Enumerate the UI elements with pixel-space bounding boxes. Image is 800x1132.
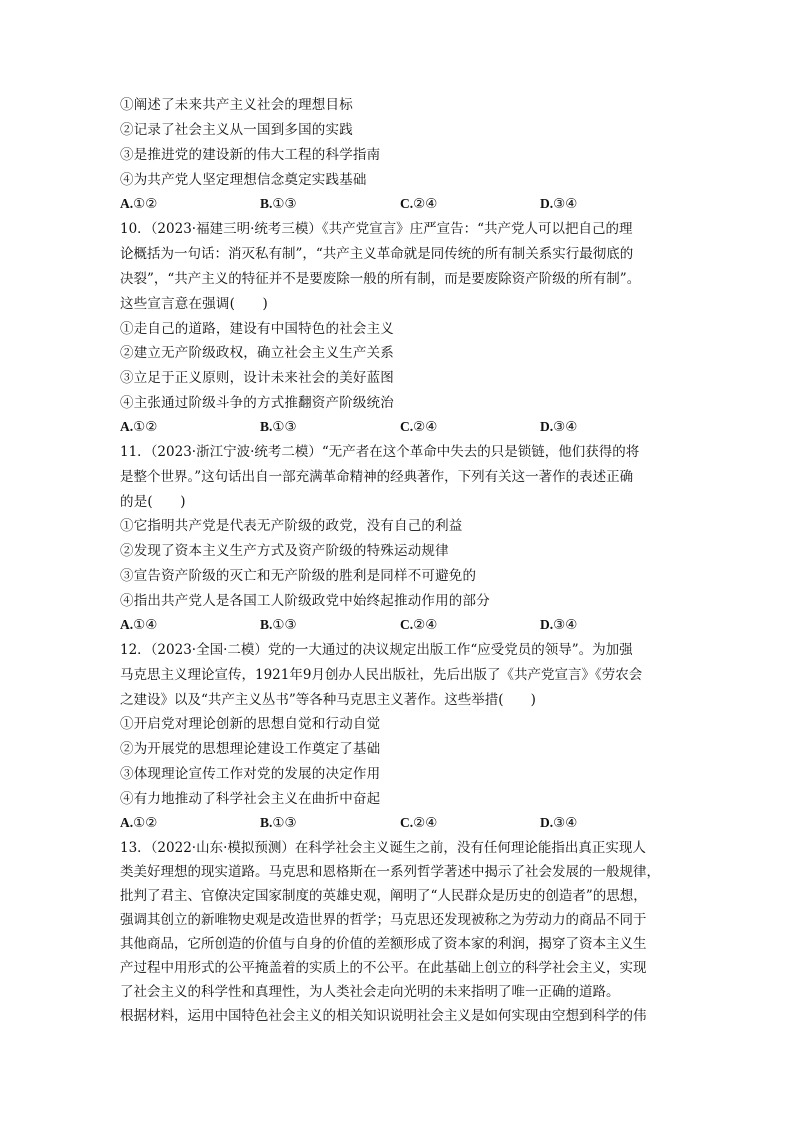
q13-stem-line-1: 13．（2022·山东·模拟预测）在科学社会主义诞生之前，没有任何理论能指出真正实现人 xyxy=(120,840,646,856)
q10-item-3: ③立足于正义原则，设计未来社会的美好蓝图 xyxy=(120,370,394,386)
q10-stem-line-2: 论概括为一句话：消灭私有制”，“共产主义革命就是同传统的所有制关系实行最彻底的 xyxy=(120,246,634,262)
q11-option-d: D.③④ xyxy=(540,617,578,633)
q10-option-a: A.①② xyxy=(120,419,158,435)
q12-stem-line-3: 之建设》以及“共产主义丛书”等各种马克思主义著作。这些举措( ) xyxy=(120,692,536,708)
q10-options xyxy=(120,417,680,437)
q12-item-4: ④有力地推动了科学社会主义在曲折中奋起 xyxy=(120,791,381,807)
q11-options xyxy=(120,615,680,635)
q11-item-1: ①它指明共产党是代表无产阶级的政党，没有自己的利益 xyxy=(120,518,463,534)
q13-stem-line-3: 批判了君主、官僚决定国家制度的英雄史观，阐明了“人民群众是历史的创造者”的思想， xyxy=(120,888,647,904)
q9-option-b: B.①③ xyxy=(260,196,297,212)
q12-item-3: ③体现理论宣传工作对党的发展的决定作用 xyxy=(120,766,381,782)
q10-item-2: ②建立无产阶级政权，确立社会主义生产关系 xyxy=(120,345,394,361)
q10-stem-line-4: 这些宣言意在强调( ) xyxy=(120,296,268,312)
q11-option-c: C.②④ xyxy=(400,617,438,633)
q11-option-a: A.①④ xyxy=(120,617,158,633)
q11-stem-line-1: 11．（2023·浙江宁波·统考二模）“无产者在这个革命中失去的只是锁链，他们获得的将 xyxy=(120,444,640,460)
q13-stem-line-5: 其他商品，它所创造的价值与自身的价值的差额形成了资本家的利润，揭穿了资本主义生 xyxy=(120,936,647,952)
q10-item-1: ①走自己的道路，建设有中国特色的社会主义 xyxy=(120,321,394,337)
q9-item-4: ④为共产党人坚定理想信念奠定实践基础 xyxy=(120,172,367,188)
q9-item-3: ③是推进党的建设新的伟大工程的科学指南 xyxy=(120,147,381,163)
q10-option-c: C.②④ xyxy=(400,419,438,435)
q13-stem-line-2: 类美好理想的现实道路。马克思和恩格斯在一系列哲学著述中揭示了社会发展的一般规律， xyxy=(120,864,660,880)
q12-item-2: ②为开展党的思想理论建设工作奠定了基础 xyxy=(120,741,381,757)
q9-option-c: C.②④ xyxy=(400,196,438,212)
q11-item-3: ③宣告资产阶级的灭亡和无产阶级的胜利是同样不可避免的 xyxy=(120,568,477,584)
q12-stem-line-2: 马克思主义理论宣传，1921年9月创办人民出版社，先后出版了《共产党宣言》《劳农会 xyxy=(120,667,643,683)
q10-stem-line-3: 决裂”，“共产主义的特征并不是要废除一般的所有制，而是要废除资产阶级的所有制”。 xyxy=(120,271,641,287)
q12-option-d: D.③④ xyxy=(540,815,578,831)
q10-option-d: D.③④ xyxy=(540,419,578,435)
q12-options xyxy=(120,813,680,833)
q12-option-c: C.②④ xyxy=(400,815,438,831)
q13-stem-line-8: 根据材料，运用中国特色社会主义的相关知识说明社会主义是如何实现由空想到科学的伟 xyxy=(120,1008,647,1024)
q9-option-d: D.③④ xyxy=(540,196,578,212)
q11-item-4: ④指出共产党人是各国工人阶级政党中始终起推动作用的部分 xyxy=(120,593,490,609)
q11-option-b: B.①③ xyxy=(260,617,297,633)
q12-item-1: ①开启党对理论创新的思想自觉和行动自觉 xyxy=(120,716,381,732)
q13-stem-line-7: 了社会主义的科学性和真理性，为人类社会走向光明的未来指明了唯一正确的道路。 xyxy=(120,984,620,1000)
q9-item-2: ②记录了社会主义从一国到多国的实践 xyxy=(120,122,353,138)
q13-stem-line-6: 产过程中用形式的公平掩盖着的实质上的不公平。在此基础上创立的科学社会主义，实现 xyxy=(120,960,647,976)
q11-item-2: ②发现了资本主义生产方式及资产阶级的特殊运动规律 xyxy=(120,543,449,559)
q10-stem-line-1: 10．（2023·福建三明·统考三模）《共产党宣言》庄严宣告：“共产党人可以把自己的理 xyxy=(120,221,633,237)
q9-item-1: ①阐述了未来共产主义社会的理想目标 xyxy=(120,97,353,113)
q13-stem-line-4: 强调其创立的新唯物史观是改造世界的哲学；马克思还发现被称之为劳动力的商品不同于 xyxy=(120,912,647,928)
q10-item-4: ④主张通过阶级斗争的方式推翻资产阶级统治 xyxy=(120,395,394,411)
q11-stem-line-3: 的是( ) xyxy=(120,494,186,510)
q12-stem-line-1: 12．（2023·全国·二模）党的一大通过的决议规定出版工作“应受党员的领导”。为加强 xyxy=(120,642,633,658)
q9-options xyxy=(120,194,680,214)
q10-option-b: B.①③ xyxy=(260,419,297,435)
q12-option-b: B.①③ xyxy=(260,815,297,831)
q9-option-a: A.①② xyxy=(120,196,158,212)
q11-stem-line-2: 是整个世界。”这句话出自一部充满革命精神的经典著作，下列有关这一著作的表述正确 xyxy=(120,469,634,485)
q12-option-a: A.①② xyxy=(120,815,158,831)
